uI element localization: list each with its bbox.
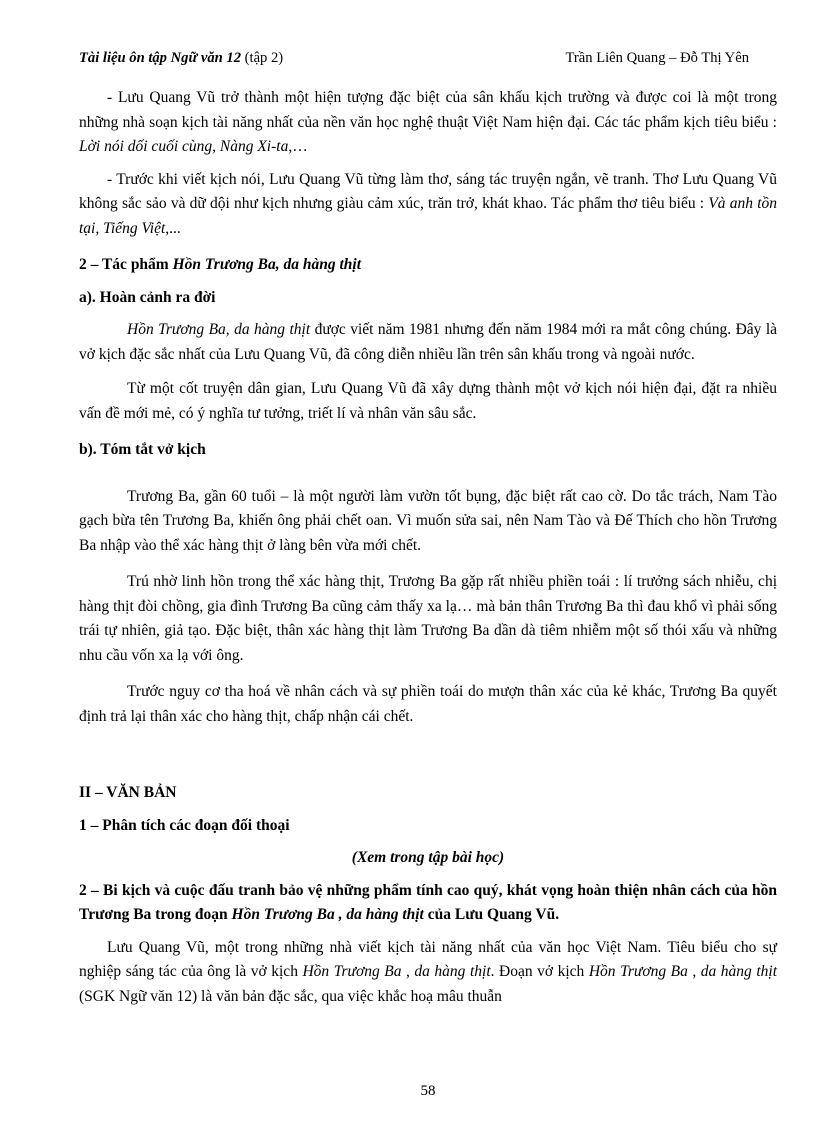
header-book-title: Tài liệu ôn tập Ngữ văn 12 (tập 2) [79,50,284,66]
paragraph-summary-3: Trước nguy cơ tha hoá về nhân cách và sự phiền toái do mượn thân xác của kẻ khác, Trương Ba quyết định trả lại thân xác cho hàng thịt, chấp nhận cái chết. [79,683,777,725]
paragraph-summary-2: Trú nhờ linh hồn trong thể xác hàng thịt, Trương Ba gặp rất nhiều phiền toái : lí trưởng sách nhiễu, chị hàng thịt đòi chồng, gia đình Trương Ba cũng cảm thấy xa lạ… mà bản thân Trương Ba thì đau khổ vì phải sống trái tự nhiên, giả tạo. Đặc biệt, thân xác hàng thịt làm Trương Ba dần dà tiêm nhiễm một số thói xấu và những nhu cầu vốn xa lạ với ông. [79,573,777,664]
paragraph-career: - Lưu Quang Vũ trở thành một hiện tượng đặc biệt của sân khấu kịch trường và được coi là một trong những nhà soạn kịch tài năng nhất của nền văn học nghệ thuật Việt Nam hiện đại. Các tác phẩm kịch tiêu biểu : Lời nói dối cuối cùng, Nàng Xi-ta,… [79,89,777,155]
paragraph-summary-1: Trương Ba, gần 60 tuổi – là một người làm vườn tốt bụng, đặc biệt rất cao cờ. Do tắc trách, Nam Tào gạch bừa tên Trương Ba, khiến ông phải chết oan. Vì muốn sửa sai, nên Nam Tào và Đế Thích cho hồn Trương Ba nhập vào thể xác hàng thịt ở làng bên vừa mới chết. [79,487,777,554]
heading-context: a). Hoàn cảnh ra đời [79,288,216,306]
heading-dialogue: 1 – Phân tích các đoạn đối thoại [79,816,290,834]
page-header [79,50,777,70]
heading-text-section: II – VĂN BẢN [79,784,177,801]
note-see-lesson: (Xem trong tập bài học) [351,849,505,866]
paragraph-context: Hồn Trương Ba, da hàng thịt được viết năm 1981 nhưng đến năm 1984 mới ra mắt công chúng. Đây là vở kịch đặc sắc nhất của Lưu Quang Vũ, đã công diễn nhiều lần trên sân khấu trong và ngoài nước. [79,321,778,363]
paragraph-poetry: - Trước khi viết kịch nói, Lưu Quang Vũ từng làm thơ, sáng tác truyện ngắn, vẽ tranh. Thơ Lưu Quang Vũ không sắc sảo và dữ dội như kịch nhưng giàu cảm xúc, trăn trở, khát khao. Tác phẩm thơ tiêu biểu : Và anh tồn tại, Tiếng Việt,... [79,170,778,237]
document-body [79,86,777,1009]
heading-summary: b). Tóm tắt vở kịch [79,441,206,458]
page-number: 58 [420,1083,436,1099]
heading-tragedy: 2 – Bi kịch và cuộc đấu tranh bảo vệ những phẩm tính cao quý, khát vọng hoàn thiện nhân cách của hồn Trương Ba trong đoạn Hồn Trương Ba , da hàng thịt của Lưu Quang Vũ. [79,881,777,923]
heading-work: 2 – Tác phẩm Hồn Trương Ba, da hàng thịt [79,256,362,273]
header-authors: Trần Liên Quang – Đỗ Thị Yên [565,50,749,66]
paragraph-plot-origin: Từ một cốt truyện dân gian, Lưu Quang Vũ đã xây dựng thành một vở kịch nói hiện đại, đặt ra nhiều vấn đề mới mẻ, có ý nghĩa tư tưởng, triết lí và nhân văn sâu sắc. [79,380,777,422]
paragraph-intro: Lưu Quang Vũ, một trong những nhà viết kịch tài năng nhất của văn học Việt Nam. Tiêu biểu cho sự nghiệp sáng tác của ông là vở kịch Hồn Trương Ba , da hàng thịt. Đoạn vở kịch Hồn Trương Ba , da hàng thịt (SGK Ngữ văn 12) là văn bản đặc sắc, qua việc khắc hoạ mâu thuẫn [79,938,777,1005]
